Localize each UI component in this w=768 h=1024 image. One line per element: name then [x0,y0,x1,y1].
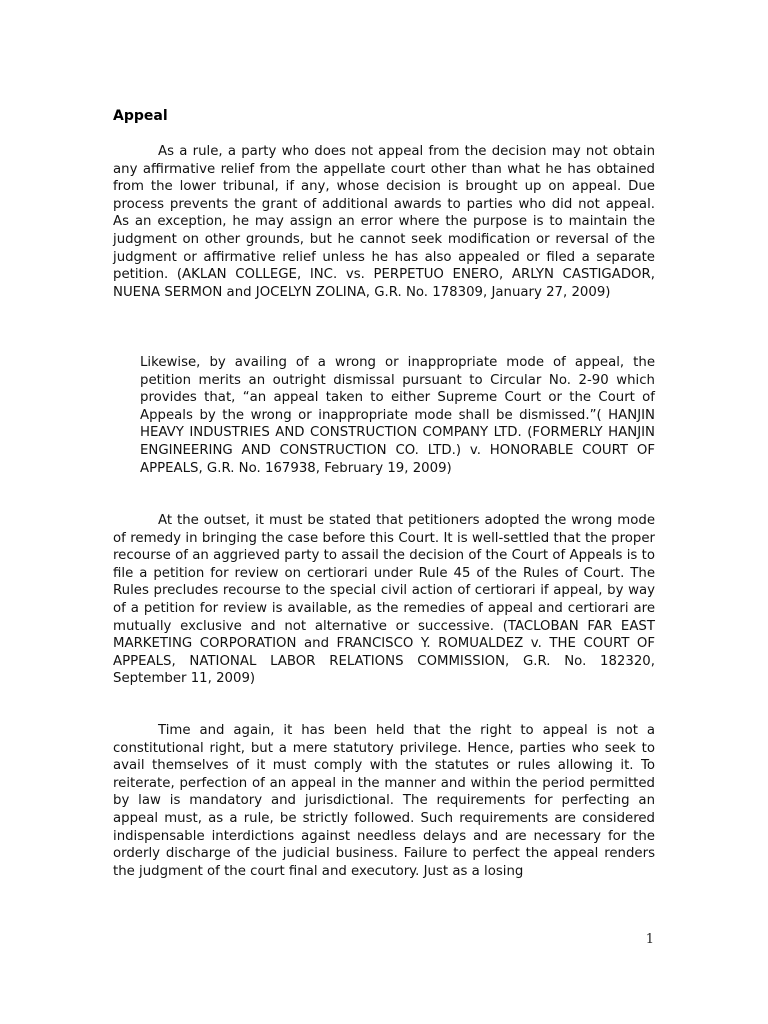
paragraph-aklan-college: As a rule, a party who does not appeal from the decision may not obtain any affirmative relief from the appellate court other than what he has obtained from the lower tribunal, if any, whose decision is brought up on appeal. Due process prevents the grant of additional awards to parties who did not appeal. As an exception, he may assign an error where the purpose is to maintain the judgment on other grounds, but he cannot seek modification or reversal of the judgment or affirmative relief unless he has also appealed or filed a separate petition. (AKLAN COLLEGE, INC. vs. PERPETUO ENERO, ARLYN CASTIGADOR, NUENA SERMON and JOCELYN ZOLINA, G.R. No. 178309, January 27, 2009) [113,144,655,300]
section-heading: Appeal [113,108,168,124]
page-number: 1 [645,932,654,947]
block-quote-hanjin: Likewise, by availing of a wrong or inappropriate mode of appeal, the petition merits an outright dismissal pursuant to Circular No. 2-90 which provides that, “an appeal taken to either Supreme Court or the Court of Appeals by the wrong or inappropriate mode shall be dismissed.”( HANJIN HEAVY INDUSTRIES AND CONSTRUCTION COMPANY LTD. (FORMERLY HANJIN ENGINEERING AND CONSTRUCTION CO. LTD.) v. HONORABLE COURT OF APPEALS, G.R. No. 167938, February 19, 2009) [140,355,655,476]
paragraph-tacloban: At the outset, it must be stated that petitioners adopted the wrong mode of remedy in bringing the case before this Court. It is well-settled that the proper recourse of an aggrieved party to assail the decision of the Court of Appeals is to file a petition for review on certiorari under Rule 45 of the Rules of Court. The Rules precludes recourse to the special civil action of certiorari if appeal, by way of a petition for review is available, as the remedies of appeal and certiorari are mutually exclusive and not alternative or successive. (TACLOBAN FAR EAST MARKETING CORPORATION and FRANCISCO Y. ROMUALDEZ v. THE COURT OF APPEALS, NATIONAL LABOR RELATIONS COMMISSION, G.R. No. 182320, September 11, 2009) [113,513,655,687]
paragraph-right-to-appeal: Time and again, it has been held that the right to appeal is not a constitutional right, but a mere statutory privilege. Hence, parties who seek to avail themselves of it must comply with the statutes or rules allowing it. To reiterate, perfection of an appeal in the manner and within the period permitted by law is mandatory and jurisdictional. The requirements for perfecting an appeal must, as a rule, be strictly followed. Such requirements are considered indispensable interdictions against needless delays and are necessary for the orderly discharge of the judicial business. Failure to perfect the appeal renders the judgment of the court final and executory. Just as a losing [113,723,655,879]
